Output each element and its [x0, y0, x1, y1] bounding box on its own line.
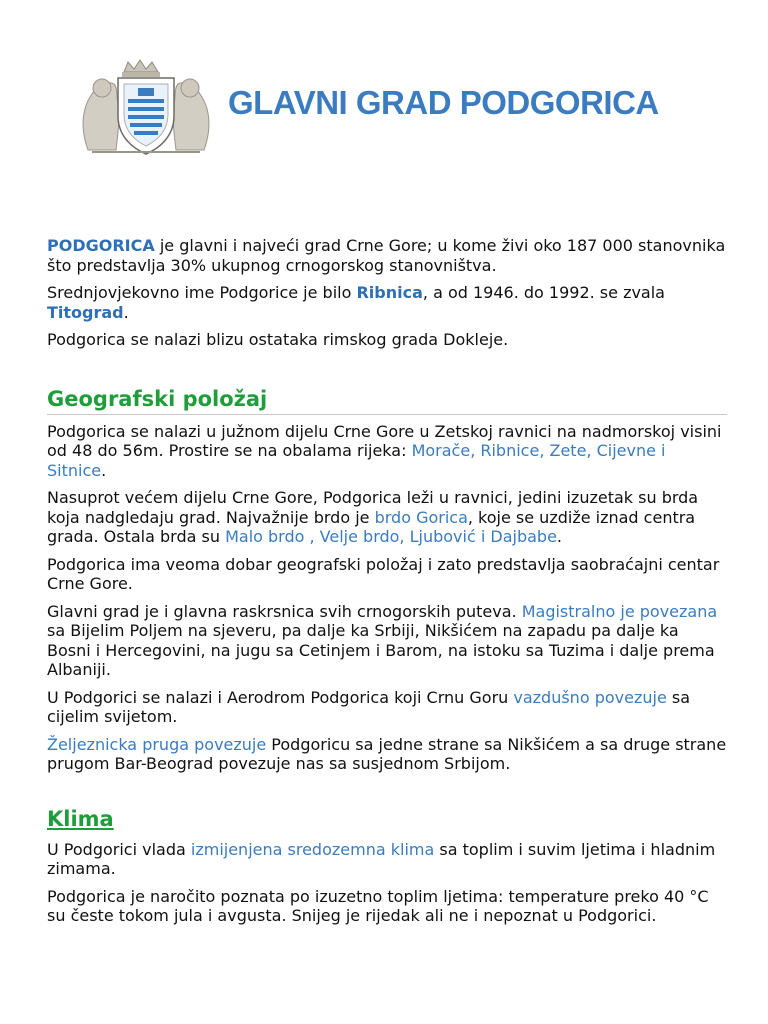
geo-paragraph-2: Nasuprot većem dijelu Crne Gore, Podgorica leži u ravnici, jedini izuzetak su brda koja nadgledaju grad. Najvažnije brdo je brdo Gorica, koje se uzdiže iznad centra grada. Ostala brda su Malo brdo , Velje brdo, Ljubović i Dajbabe. [47, 488, 699, 546]
podgorica-highlight: PODGORICA [47, 236, 155, 255]
geo-paragraph-1: Podgorica se nalazi u južnom dijelu Crne Gore u Zetskoj ravnici na nadmorskoj visini od 48 do 56m. Prostire se na obalama rijeka: Morače, Ribnice, Zete, Cijevne i Sitnice. [47, 421, 722, 480]
zeljeznicka-link[interactable]: Željeznicka pruga povezuje [47, 734, 267, 754]
logo-title: GLAVNI GRAD PODGORICA [228, 84, 659, 121]
section-heading-geografski-polozaj: Geografski položaj [47, 386, 727, 415]
klima-paragraph-2: Podgorica je naročito poznata po izuzetno toplim ljetima: temperature preko 40 °C su česte tokom jula i avgusta. Snijeg je rijedak ali ne i nepoznat u Podgorici. [47, 886, 709, 925]
klima-link[interactable]: izmijenjena sredozemna klima [190, 839, 435, 859]
hills-link[interactable]: Malo brdo , Velje brdo, Ljubović i Dajbabe [225, 527, 557, 546]
ribnica-link[interactable]: Ribnica [356, 283, 423, 302]
article-body [47, 236, 727, 934]
brdo-gorica-link[interactable]: brdo Gorica [374, 507, 468, 527]
intro-paragraph-1: PODGORICA je glavni i najveći grad Crne Gore; u kome živi oko 187 000 stanovnika što predstavlja 30% ukupnog crnogorskog stanovništva. [47, 236, 726, 275]
intro-paragraph-2: Srednjovjekovno ime Podgorice je bilo Ribnica, a od 1946. do 1992. se zvala Titograd. [47, 283, 665, 322]
geo-paragraph-6: Željeznicka pruga povezuje Podgoricu sa jedne strane sa Nikšićem a sa druge strane prugom Bar-Beograd povezuje nas sa susjednom Srbijom. [47, 734, 727, 773]
page-header [72, 58, 672, 158]
intro-paragraph-3: Podgorica se nalazi blizu ostataka rimskog grada Dokleje. [47, 330, 509, 349]
geo-paragraph-5: U Podgorici se nalazi i Aerodrom Podgorica koji Crnu Goru vazdušno povezuje sa cijelim svijetom. [47, 687, 691, 726]
rivers-link[interactable]: Morače, Ribnice, Zete, Cijevne i Sitnice [47, 441, 666, 480]
coat-of-arms-icon [72, 58, 220, 158]
vazdusno-link[interactable]: vazdušno povezuje [513, 687, 667, 707]
magistralno-link[interactable]: Magistralno je povezana [521, 601, 718, 621]
geo-paragraph-4: Glavni grad je i glavna raskrsnica svih crnogorskih puteva. Magistralno je povezana sa Bijelim Poljem na sjeveru, pa dalje ka Srbiji, Nikšićem na zapadu pa dalje ka Bosni i Hercegovini, na jugu sa Cetinjem i Barom, na istoku sa Tuzima i dalje prema Albaniji. [47, 601, 718, 679]
klima-paragraph-1: U Podgorici vlada izmijenjena sredozemna klima sa toplim i suvim ljetima i hladnim zimama. [47, 839, 716, 878]
titograd-link[interactable]: Titograd [47, 302, 124, 322]
section-heading-klima: Klima [47, 806, 114, 831]
geo-paragraph-3: Podgorica ima veoma dobar geografski položaj i zato predstavlja saobraćajni centar Crne Gore. [47, 554, 720, 593]
